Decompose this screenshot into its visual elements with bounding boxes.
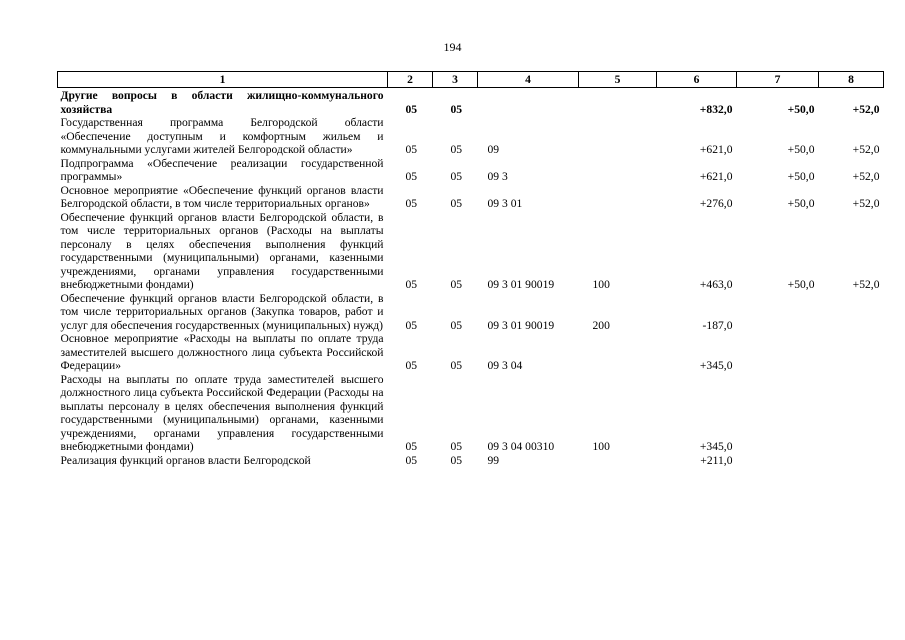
cell-amount-col8 (819, 292, 884, 333)
cell-amount-col6: +276,0 (699, 197, 733, 210)
cell-target-article (478, 88, 579, 117)
cell-amount-col7 (737, 454, 819, 468)
cell-subsection: 05 (450, 440, 463, 453)
cell-section: 05 (405, 359, 418, 372)
table-header (58, 72, 884, 88)
cell-subsection: 05 (450, 102, 463, 116)
cell-expense-type (579, 157, 657, 184)
cell-description: Обеспечение функций органов власти Белгородской области, в том числе территориальных органов (Расходы на выплаты персоналу в целях обеспечения выполнения функций государственными (муниципальными) органами, казенными учреждениями, органами управления государственными внебюджетными фондами) (60, 210, 384, 291)
cell-expense-type (579, 332, 657, 373)
cell-section: 05 (405, 440, 418, 453)
cell-amount-col8 (819, 332, 884, 373)
column-header-6: 6 (657, 72, 737, 88)
cell-amount-col7 (737, 292, 819, 333)
table-row (58, 373, 884, 454)
cell-description: Подпрограмма «Обеспечение реализации государственной программы» (60, 156, 384, 183)
table-row (58, 157, 884, 184)
cell-amount-col7: +50,0 (787, 170, 815, 183)
cell-amount-col8 (819, 373, 884, 454)
cell-amount-col6: +345,0 (699, 359, 733, 372)
cell-description: Реализация функций органов власти Белгородской (60, 453, 311, 467)
cell-expense-type (579, 454, 657, 468)
cell-subsection: 05 (450, 359, 463, 372)
cell-amount-col7 (737, 373, 819, 454)
cell-section: 05 (405, 143, 418, 156)
column-header-5: 5 (579, 72, 657, 88)
budget-table (57, 71, 884, 467)
column-header-2: 2 (388, 72, 433, 88)
cell-amount-col8: +52,0 (852, 102, 880, 116)
cell-target-article: 09 (487, 143, 500, 156)
cell-amount-col6: +345,0 (699, 440, 733, 453)
table-row (58, 454, 884, 468)
cell-subsection: 05 (450, 170, 463, 183)
cell-amount-col6: +621,0 (699, 143, 733, 156)
cell-description: Основное мероприятие «Обеспечение функций органов власти Белгородской области, в том числе территориальных органов» (60, 183, 384, 210)
table-row (58, 211, 884, 292)
cell-amount-col6: -187,0 (702, 318, 733, 332)
cell-amount-col7: +50,0 (787, 102, 815, 116)
cell-amount-col7 (737, 332, 819, 373)
cell-amount-col8 (819, 454, 884, 468)
cell-amount-col8: +52,0 (852, 170, 880, 183)
cell-expense-type: 100 (592, 440, 610, 453)
table-row (58, 88, 884, 117)
cell-amount-col6: +463,0 (699, 278, 733, 291)
cell-section: 05 (405, 453, 418, 467)
cell-section: 05 (405, 278, 418, 291)
cell-amount-col6: +832,0 (699, 102, 733, 116)
page-number: 194 (443, 40, 462, 54)
cell-target-article: 09 3 04 00310 (487, 440, 555, 453)
cell-section: 05 (405, 170, 418, 183)
cell-description: Основное мероприятие «Расходы на выплаты по оплате труда заместителей высшего должностного лица субъекта Российской Федерации» (60, 332, 384, 372)
cell-amount-col8: +52,0 (852, 143, 880, 156)
cell-expense-type (579, 88, 657, 117)
column-header-7: 7 (737, 72, 819, 88)
cell-subsection: 05 (450, 143, 463, 156)
cell-amount-col8: +52,0 (852, 278, 880, 291)
table-row (58, 292, 884, 333)
cell-amount-col6: +211,0 (700, 453, 733, 467)
cell-subsection: 05 (450, 318, 463, 332)
cell-description: Расходы на выплаты по оплате труда заместителей высшего должностного лица субъекта Российской Федерации (Расходы на выплаты персоналу в целях обеспечения выполнения функций государственными (муниципальными) органами, казенными учреждениями, органами управления государственными внебюджетными фондами) (60, 372, 384, 453)
cell-section: 05 (405, 197, 418, 210)
cell-description: Государственная программа Белгородской области «Обеспечение доступным и комфортным жильем и коммунальными услугами жителей Белгородской области» (60, 116, 384, 156)
cell-subsection: 05 (450, 278, 463, 291)
cell-target-article: 09 3 01 90019 (487, 318, 555, 332)
cell-target-article: 09 3 (487, 170, 508, 183)
cell-amount-col7: +50,0 (787, 197, 815, 210)
table-body (58, 88, 884, 468)
column-header-3: 3 (433, 72, 478, 88)
cell-target-article: 09 3 01 (487, 197, 523, 210)
cell-subsection: 05 (450, 453, 463, 467)
cell-section: 05 (405, 318, 418, 332)
column-header-4: 4 (478, 72, 579, 88)
table-row (58, 184, 884, 211)
cell-amount-col7: +50,0 (787, 143, 815, 156)
cell-amount-col7: +50,0 (787, 278, 815, 291)
cell-amount-col6: +621,0 (699, 170, 733, 183)
cell-expense-type: 100 (592, 278, 610, 291)
column-header-1: 1 (58, 72, 388, 88)
cell-expense-type (579, 184, 657, 211)
header-row (58, 72, 884, 88)
cell-description: Обеспечение функций органов власти Белгородской области, в том числе территориальных органов (Закупка товаров, работ и услуг для обеспечения государственных (муниципальных) нужд) (60, 291, 384, 332)
cell-target-article: 09 3 01 90019 (487, 278, 555, 291)
cell-target-article: 09 3 04 (487, 359, 523, 372)
cell-description: Другие вопросы в области жилищно-коммунального хозяйства (60, 89, 384, 116)
cell-section: 05 (405, 102, 418, 116)
table-row (58, 332, 884, 373)
cell-expense-type (579, 116, 657, 157)
cell-expense-type: 200 (592, 318, 610, 332)
cell-amount-col8: +52,0 (852, 197, 880, 210)
cell-subsection: 05 (450, 197, 463, 210)
column-header-8: 8 (819, 72, 884, 88)
table-row (58, 116, 884, 157)
cell-target-article: 99 (487, 453, 500, 467)
